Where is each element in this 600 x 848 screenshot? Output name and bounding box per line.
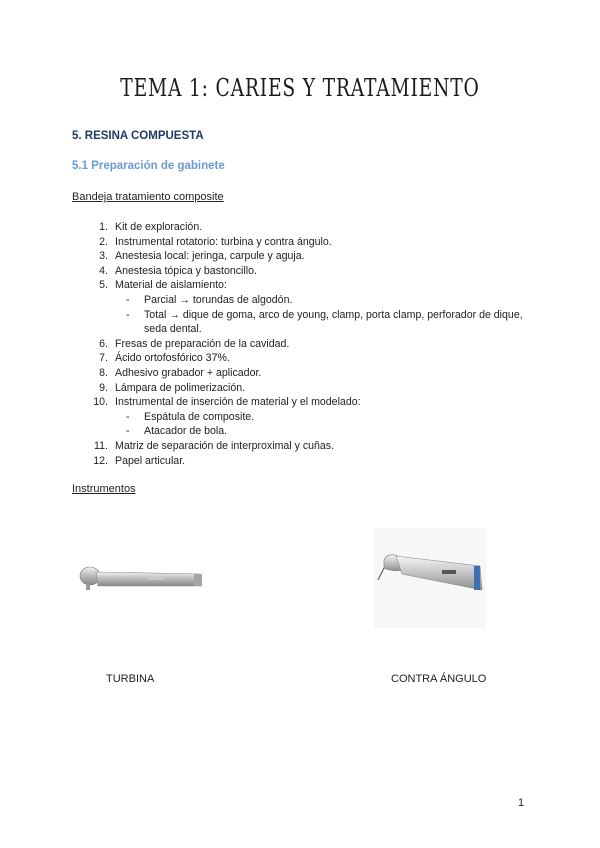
list-item-number: 9. [99,381,108,394]
list-item-text: Papel articular. [115,454,186,467]
list-item-number: 5. [99,279,108,292]
list-item [90,439,530,454]
list-item-text: Lámpara de polimerización. [115,381,246,394]
sub-list-item-text: Espátula de composite. [144,410,255,423]
list-item [90,220,530,235]
dash-bullet: - [126,410,130,423]
dash-bullet: - [126,425,130,438]
list-item-text: Kit de exploración. [115,221,203,233]
dash-bullet: - [126,308,130,321]
list-item-number: 1. [99,221,108,233]
list-item [90,381,530,396]
list-item [90,366,530,381]
list-item [90,395,530,410]
list-item-text: Adhesivo grabador + aplicador. [115,366,262,379]
list-item-text: Ácido ortofosfórico 37%. [115,352,230,365]
subsection-title: 5.1 Preparación de gabinete [72,160,225,172]
list-item-number: 4. [99,264,108,277]
list-item-text: Matriz de separación de interproximal y cuñas. [115,439,335,452]
list-item-text: Instrumental rotatorio: turbina y contra ángulo. [115,235,332,248]
list-item-text: Anestesia tópica y bastoncillo. [115,264,257,277]
list-item-number: 8. [99,366,108,379]
turbine-handpiece-image [78,562,208,603]
list-item [90,278,530,293]
sub-list-item-text: Total → dique de goma, arco de young, clamp, porta clamp, perforador de dique, seda dental. [144,308,523,336]
page-number: 1 [518,797,525,809]
list-item [90,249,530,264]
section-title: 5. RESINA COMPUESTA [72,130,204,142]
list-item [90,264,530,279]
sub-list-item-text: Parcial → torundas de algodón. [144,293,293,306]
list-item [90,454,530,469]
list-item-text: Anestesia local: jeringa, carpule y aguja. [115,250,305,263]
list-item-number: 11. [94,439,108,452]
list-item-number: 12. [93,454,108,467]
sub-list-item [90,308,530,337]
list-item-number: 2. [99,235,108,248]
list-item-number: 3. [99,250,108,263]
list-item-number: 7. [99,352,108,365]
list-item-text: Fresas de preparación de la cavidad. [115,337,290,350]
sub-list-item [90,293,530,308]
dash-bullet: - [126,293,130,306]
list-item [90,235,530,250]
list-item-number: 10. [93,396,108,409]
sub-list-item [90,424,530,439]
turbine-caption: TURBINA [106,673,155,685]
list-item [90,337,530,352]
list-item-text: Instrumental de inserción de material y el modelado: [115,396,361,409]
contra-angle-caption: CONTRA ÁNGULO [391,673,487,685]
list-item-number: 6. [99,337,108,350]
tray-list [90,220,530,468]
sub-list-item-text: Atacador de bola. [144,425,228,438]
list-item-text: Material de aislamiento: [115,279,227,292]
sub-list-item [90,410,530,425]
instruments-heading: Instrumentos [72,483,136,495]
page-title: TEMA 1: CARIES Y TRATAMIENTO [120,74,480,102]
contra-angle-handpiece-image [374,528,486,633]
tray-heading: Bandeja tratamiento composite [72,191,224,203]
list-item [90,351,530,366]
